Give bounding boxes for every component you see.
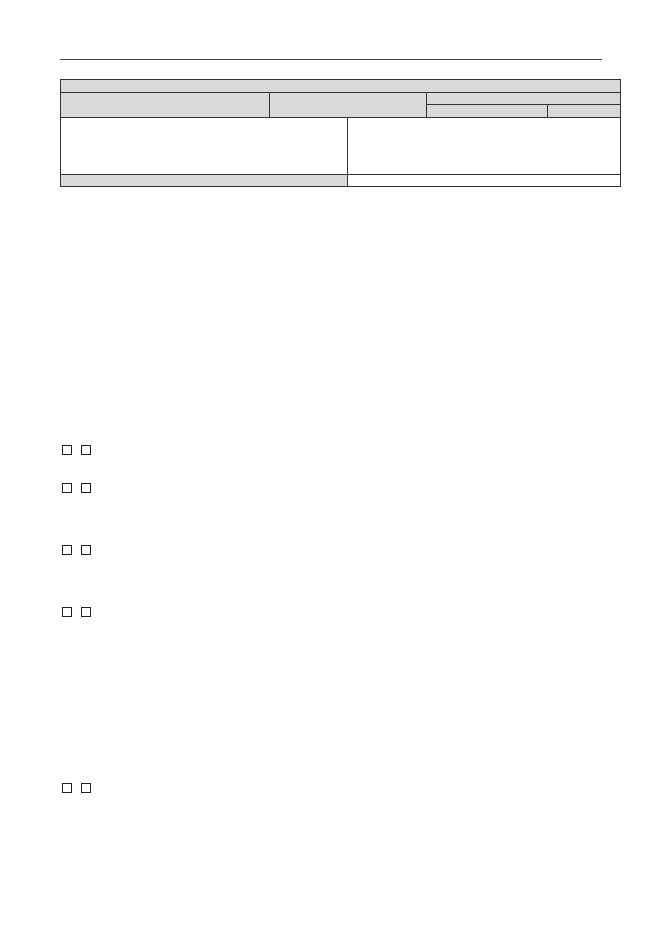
checkbox-yes[interactable] bbox=[62, 783, 72, 793]
options-other bbox=[62, 783, 93, 795]
checkbox-no-checked[interactable] bbox=[81, 445, 91, 455]
header-divider bbox=[60, 59, 602, 60]
options-change bbox=[62, 483, 93, 495]
checkbox-yes-checked[interactable] bbox=[62, 607, 72, 617]
relation-text bbox=[348, 117, 621, 174]
margin-label bbox=[61, 174, 348, 187]
checkbox-yes[interactable] bbox=[62, 445, 72, 455]
options-restricted bbox=[62, 607, 93, 619]
options-lending bbox=[62, 445, 93, 457]
col-holder-name bbox=[61, 92, 270, 117]
col-unrestricted-qty bbox=[270, 92, 427, 117]
checkbox-no-checked[interactable] bbox=[81, 783, 91, 793]
unrestricted-title-row bbox=[61, 80, 621, 93]
checkbox-no-checked[interactable] bbox=[81, 545, 91, 555]
col-share-kind-qty bbox=[548, 105, 621, 118]
shareholder-table bbox=[60, 79, 621, 187]
unrestricted-title bbox=[61, 80, 621, 93]
margin-text bbox=[348, 174, 621, 187]
checkbox-yes[interactable] bbox=[62, 483, 72, 493]
col-share-kind bbox=[427, 92, 621, 105]
col-share-kind-type bbox=[427, 105, 548, 118]
checkbox-no-checked[interactable] bbox=[81, 483, 91, 493]
options-preferred bbox=[62, 545, 93, 557]
checkbox-yes[interactable] bbox=[62, 545, 72, 555]
relation-label bbox=[61, 117, 348, 174]
checkbox-no[interactable] bbox=[81, 607, 91, 617]
